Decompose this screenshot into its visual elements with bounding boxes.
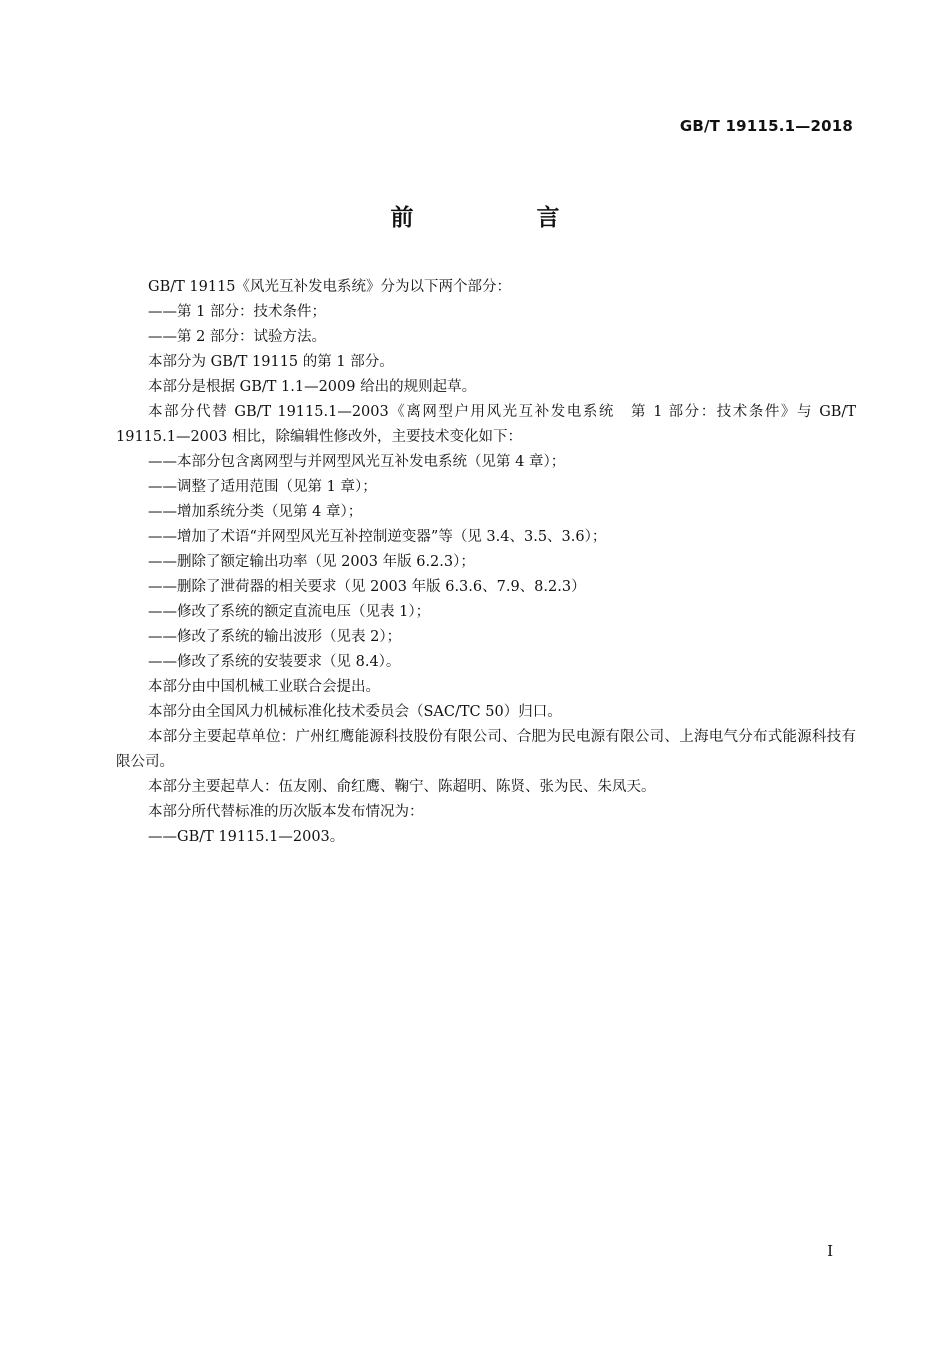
document-body bbox=[116, 275, 856, 850]
list-item: ——增加系统分类（见第 4 章）； bbox=[148, 504, 363, 520]
paragraph: 本部分由中国机械工业联合会提出。 bbox=[148, 679, 380, 695]
paragraph-drafting-units: 本部分主要起草单位：广州红鹰能源科技股份有限公司、合肥为民电源有限公司、上海电气分布式能源科技有限公司。 bbox=[116, 729, 856, 770]
paragraph-replacement: 本部分代替 GB/T 19115.1—2003《离网型户用风光互补发电系统 第 1 部分：技术条件》与 GB/T 19115.1—2003 相比，除编辑性修改外，主要技术变化如下： bbox=[116, 404, 856, 445]
page-number: I bbox=[827, 1242, 833, 1260]
paragraph: 本部分所代替标准的历次版本发布情况为： bbox=[148, 804, 424, 820]
list-item: ——修改了系统的安装要求（见 8.4）。 bbox=[148, 654, 401, 670]
paragraph: 本部分为 GB/T 19115 的第 1 部分。 bbox=[148, 354, 394, 370]
paragraph: 本部分是根据 GB/T 1.1—2009 给出的规则起草。 bbox=[148, 379, 477, 395]
page-title: 前 言 bbox=[390, 205, 610, 231]
list-item: ——本部分包含离网型与并网型风光互补发电系统（见第 4 章）； bbox=[148, 454, 566, 470]
standard-code: GB/T 19115.1—2018 bbox=[679, 117, 853, 135]
list-item: ——调整了适用范围（见第 1 章）； bbox=[148, 479, 377, 495]
list-item: ——GB/T 19115.1—2003。 bbox=[148, 829, 345, 845]
list-item: ——修改了系统的额定直流电压（见表 1）； bbox=[148, 604, 431, 620]
list-item: ——修改了系统的输出波形（见表 2）； bbox=[148, 629, 402, 645]
list-item: ——第 1 部分：技术条件； bbox=[148, 304, 326, 320]
list-item: ——第 2 部分：试验方法。 bbox=[148, 329, 326, 345]
paragraph-drafters: 本部分主要起草人：伍友刚、俞红鹰、鞠宁、陈超明、陈贤、张为民、朱凤天。 bbox=[148, 779, 656, 795]
paragraph: 本部分由全国风力机械标准化技术委员会（SAC/TC 50）归口。 bbox=[148, 704, 562, 720]
list-item: ——删除了额定输出功率（见 2003 年版 6.2.3）； bbox=[148, 554, 475, 570]
list-item: ——删除了泄荷器的相关要求（见 2003 年版 6.3.6、7.9、8.2.3） bbox=[148, 579, 586, 595]
paragraph-intro: GB/T 19115《风光互补发电系统》分为以下两个部分： bbox=[148, 279, 512, 295]
list-item: ——增加了术语“并网型风光互补控制逆变器”等（见 3.4、3.5、3.6）； bbox=[148, 529, 607, 545]
